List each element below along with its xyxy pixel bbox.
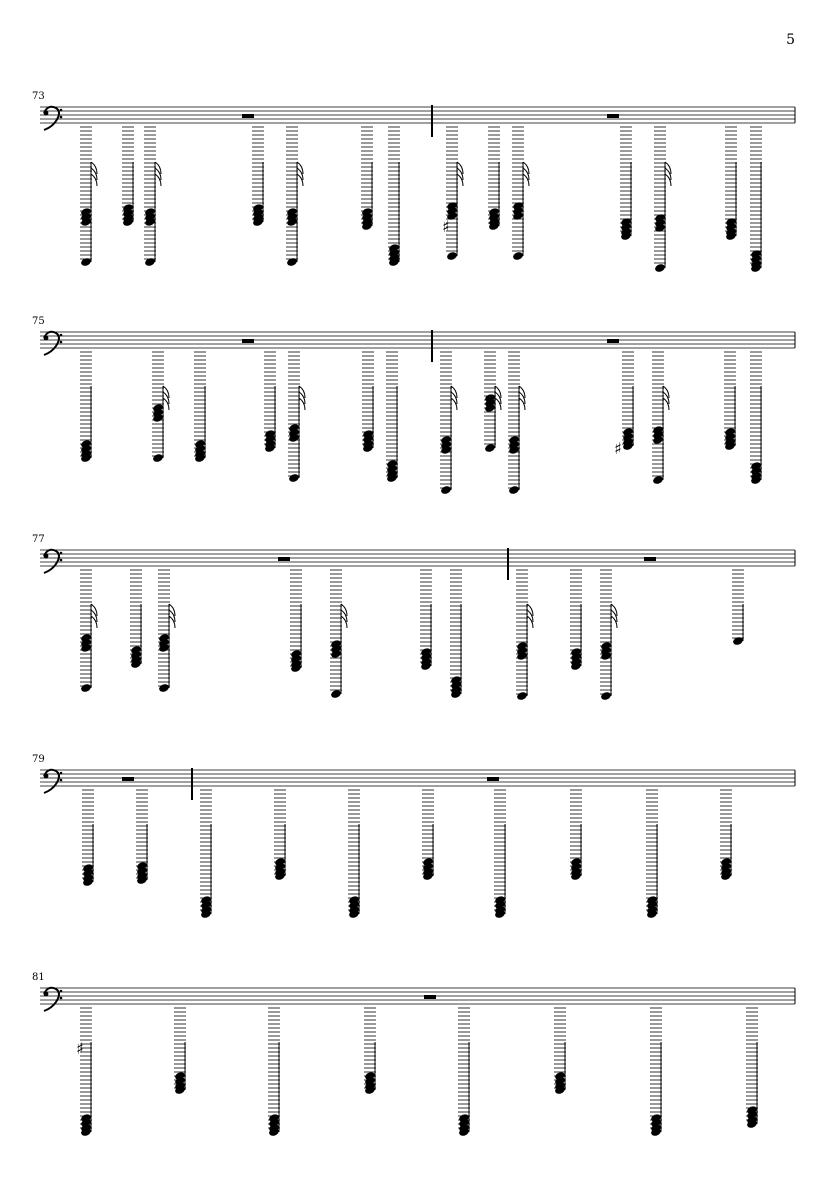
- staff-system: [32, 91, 795, 273]
- note-head: [152, 453, 164, 463]
- note-head: [600, 691, 612, 701]
- chord: [725, 127, 737, 241]
- chord: [200, 790, 212, 919]
- whole-rest: [487, 777, 499, 781]
- chord: [388, 127, 400, 267]
- note-head: [80, 683, 92, 693]
- chord: [652, 352, 669, 485]
- chord: [512, 127, 529, 261]
- note-flag: [665, 162, 671, 174]
- note-flag: [155, 162, 161, 174]
- chord: [288, 352, 305, 483]
- chord: [152, 352, 169, 463]
- whole-rest: [122, 777, 134, 781]
- chord: [554, 1008, 566, 1095]
- chord: [364, 1008, 376, 1095]
- chord: [422, 790, 434, 881]
- measure-number: 73: [32, 91, 45, 102]
- note-head: [330, 689, 342, 699]
- measure-number: 79: [32, 754, 45, 765]
- bass-clef-icon: [44, 107, 63, 130]
- chord: [268, 1008, 280, 1137]
- note-head: [732, 636, 744, 646]
- chord: [82, 790, 94, 887]
- note-head: [440, 485, 452, 495]
- bass-clef-icon: [44, 770, 63, 793]
- chord: [386, 352, 398, 483]
- measure-number: 81: [32, 972, 45, 983]
- chord: [620, 127, 632, 241]
- chord: [290, 570, 302, 673]
- note-head: [484, 443, 496, 453]
- note-flag: [297, 162, 303, 174]
- chord: [494, 790, 506, 919]
- chord: [570, 790, 582, 881]
- chord: [724, 352, 736, 451]
- whole-rest: [242, 114, 254, 118]
- chord: [622, 352, 634, 451]
- chord: [362, 352, 374, 453]
- chord: [484, 352, 501, 453]
- staff-system: [32, 534, 795, 701]
- whole-rest: [278, 557, 290, 561]
- chord: [650, 1008, 662, 1137]
- whole-rest: [242, 339, 254, 343]
- chord: [80, 352, 92, 463]
- staff-system: [32, 754, 795, 919]
- chord: [80, 127, 97, 267]
- note-flag: [91, 162, 97, 174]
- chord: [122, 127, 134, 227]
- note-head: [652, 475, 664, 485]
- bass-clef-icon: [44, 332, 63, 355]
- chord: [330, 570, 347, 699]
- chord: [80, 570, 97, 693]
- note-head: [158, 683, 170, 693]
- chord: [274, 790, 286, 881]
- note-head: [288, 473, 300, 483]
- chord: [732, 570, 744, 646]
- note-head: [286, 257, 298, 267]
- chord: [252, 127, 264, 227]
- chord: [508, 352, 525, 495]
- sharp-accidental: ♯: [76, 1039, 84, 1058]
- sharp-accidental: ♯: [442, 217, 450, 236]
- chord: [264, 352, 276, 453]
- chord: [440, 352, 457, 495]
- chord: [450, 570, 462, 699]
- chord: [286, 127, 303, 267]
- whole-rest: [607, 114, 619, 118]
- measure-number: 75: [32, 316, 45, 327]
- note-head: [144, 257, 156, 267]
- note-flag: [457, 162, 463, 174]
- whole-rest: [607, 339, 619, 343]
- chord: [446, 127, 463, 261]
- chord: [348, 790, 360, 919]
- chord: [570, 570, 582, 671]
- chord: [174, 1008, 186, 1095]
- chord: [458, 1008, 470, 1137]
- chord: [746, 1008, 758, 1129]
- chord: [420, 570, 432, 671]
- note-head: [446, 251, 458, 261]
- bass-clef-icon: [44, 988, 63, 1011]
- chord: [144, 127, 161, 267]
- staff-system: [32, 972, 795, 1137]
- chord: [654, 127, 671, 273]
- note-head: [516, 691, 528, 701]
- staff-system: [32, 316, 795, 495]
- chord: [80, 1008, 92, 1137]
- chord: [750, 352, 762, 485]
- chord: [720, 790, 732, 881]
- whole-rest: [424, 995, 436, 999]
- note-flag: [523, 162, 529, 174]
- note-head: [508, 485, 520, 495]
- note-head: [512, 251, 524, 261]
- note-head: [80, 257, 92, 267]
- chord: [516, 570, 533, 701]
- note-head: [654, 263, 666, 273]
- whole-rest: [644, 557, 656, 561]
- chord: [646, 790, 658, 919]
- chord: [600, 570, 617, 701]
- bass-clef-icon: [44, 550, 63, 573]
- page-number: 5: [786, 32, 795, 48]
- chord: [130, 570, 142, 669]
- chord: [158, 570, 175, 693]
- measure-number: 77: [32, 534, 45, 545]
- chord: [136, 790, 148, 885]
- chord: [194, 352, 206, 463]
- sharp-accidental: ♯: [614, 439, 622, 458]
- chord: [488, 127, 500, 231]
- chord: [361, 127, 373, 231]
- chord: [750, 127, 762, 273]
